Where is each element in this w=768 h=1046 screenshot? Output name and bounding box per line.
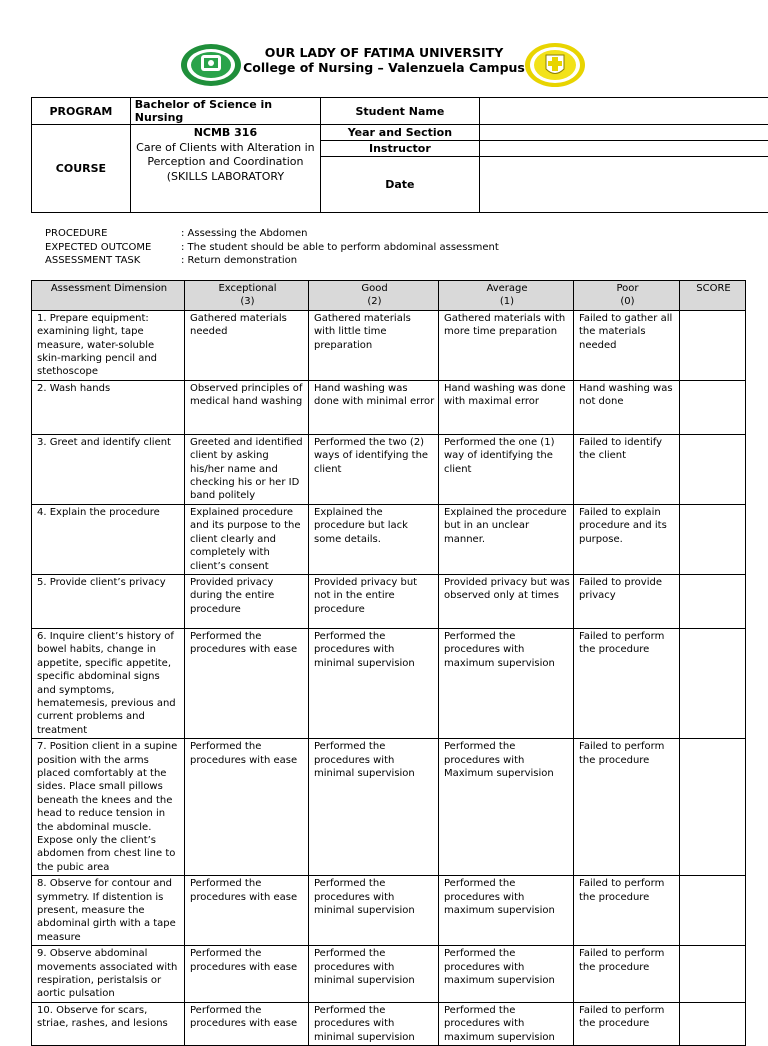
exceptional-cell: Provided privacy during the entire procedure: [185, 574, 309, 628]
rubric-row: [32, 434, 746, 504]
program-label: PROGRAM: [32, 98, 131, 125]
course-details: [130, 125, 320, 213]
good-cell: Performed the procedures with minimal supervision: [309, 1002, 439, 1045]
score-cell[interactable]: [680, 946, 746, 1003]
course-title: Care of Clients with Alteration in Perception and Coordination: [136, 140, 315, 168]
average-cell: Hand washing was done with maximal error: [439, 380, 574, 434]
rubric-row: [32, 628, 746, 738]
outcome-value: : The student should be able to perform abdominal assessment: [181, 241, 499, 253]
good-cell: Provided privacy but not in the entire procedure: [309, 574, 439, 628]
score-cell[interactable]: [680, 739, 746, 876]
dimension-cell: 5. Provide client’s privacy: [32, 574, 185, 628]
poor-cell: Failed to perform the procedure: [574, 946, 680, 1003]
outcome-label: EXPECTED OUTCOME: [45, 241, 152, 253]
dimension-cell: 10. Observe for scars, striae, rashes, and lesions: [32, 1002, 185, 1045]
header-poor: Poor (0): [574, 281, 680, 311]
score-cell[interactable]: [680, 628, 746, 738]
procedure-value: : Assessing the Abdomen: [181, 228, 308, 239]
good-cell: Performed the procedures with minimal supervision: [309, 739, 439, 876]
exceptional-cell: Performed the procedures with ease: [185, 946, 309, 1003]
rubric-row: [32, 739, 746, 876]
rubric-table: [31, 280, 746, 1046]
nursing-seal-icon: [524, 42, 586, 88]
student-name-field[interactable]: [479, 98, 768, 125]
exceptional-cell: Performed the procedures with ease: [185, 739, 309, 876]
course-code: NCMB 316: [193, 126, 258, 139]
poor-cell: Failed to provide privacy: [574, 574, 680, 628]
dimension-cell: 9. Observe abdominal movements associated with respiration, peristalsis or aortic pulsation: [32, 946, 185, 1003]
poor-cell: Failed to perform the procedure: [574, 1002, 680, 1045]
course-label: COURSE: [32, 125, 131, 213]
date-label: Date: [321, 157, 480, 213]
date-field[interactable]: [479, 157, 768, 213]
task-value: : Return demonstration: [181, 255, 298, 266]
good-cell: Explained the procedure but lack some details.: [309, 504, 439, 574]
good-cell: Hand washing was done with minimal error: [309, 380, 439, 434]
score-cell[interactable]: [680, 504, 746, 574]
document-header: [0, 40, 768, 100]
instructor-field[interactable]: [479, 141, 768, 157]
good-cell: Performed the two (2) ways of identifying the client: [309, 434, 439, 504]
header-exceptional: Exceptional (3): [185, 281, 309, 311]
rubric-header-row: [32, 281, 746, 311]
header-score: SCORE: [680, 281, 746, 311]
average-cell: Performed the procedures with maximum supervision: [439, 1002, 574, 1045]
rubric-row: [32, 504, 746, 574]
exceptional-cell: Gathered materials needed: [185, 310, 309, 380]
average-cell: Performed the procedures with maximum supervision: [439, 946, 574, 1003]
good-cell: Performed the procedures with minimal supervision: [309, 628, 439, 738]
poor-cell: Failed to perform the procedure: [574, 628, 680, 738]
good-cell: Performed the procedures with minimal supervision: [309, 876, 439, 946]
year-section-field[interactable]: [479, 125, 768, 141]
instructor-label: Instructor: [321, 141, 480, 157]
rubric-row: [32, 380, 746, 434]
program-value: Bachelor of Science in Nursing: [130, 98, 320, 125]
poor-cell: Failed to perform the procedure: [574, 739, 680, 876]
score-cell[interactable]: [680, 876, 746, 946]
university-name: OUR LADY OF FATIMA UNIVERSITY: [264, 45, 504, 60]
rubric-row: [32, 574, 746, 628]
poor-cell: Failed to explain procedure and its purpose.: [574, 504, 680, 574]
dimension-cell: 4. Explain the procedure: [32, 504, 185, 574]
year-section-label: Year and Section: [321, 125, 480, 141]
exceptional-cell: Observed principles of medical hand washing: [185, 380, 309, 434]
average-cell: Performed the procedures with maximum supervision: [439, 876, 574, 946]
exceptional-cell: Performed the procedures with ease: [185, 1002, 309, 1045]
header-good: Good (2): [309, 281, 439, 311]
rubric-row: [32, 310, 746, 380]
poor-cell: Failed to perform the procedure: [574, 876, 680, 946]
good-cell: Performed the procedures with minimal supervision: [309, 946, 439, 1003]
rubric-row: [32, 946, 746, 1003]
dimension-cell: 2. Wash hands: [32, 380, 185, 434]
exceptional-cell: Performed the procedures with ease: [185, 876, 309, 946]
dimension-cell: 7. Position client in a supine position with the arms placed comfortably at the sides. Place small pillows beneath the knees and the head to reduce tension in the abdominal muscle. Expose only the client’s abdomen from chest line to the pubic area: [32, 739, 185, 876]
average-cell: Performed the procedures with Maximum supervision: [439, 739, 574, 876]
header-dimension: Assessment Dimension: [32, 281, 185, 311]
good-cell: Gathered materials with little time preparation: [309, 310, 439, 380]
dimension-cell: 1. Prepare equipment: examining light, tape measure, water-soluble skin-marking pencil and stethoscope: [32, 310, 185, 380]
college-name: College of Nursing – Valenzuela Campus: [243, 60, 525, 75]
task-label: ASSESSMENT TASK: [45, 255, 141, 266]
poor-cell: Failed to identify the client: [574, 434, 680, 504]
average-cell: Provided privacy but was observed only at times: [439, 574, 574, 628]
poor-cell: Hand washing was not done: [574, 380, 680, 434]
exceptional-cell: Explained procedure and its purpose to the client clearly and completely with client’s consent: [185, 504, 309, 574]
dimension-cell: 8. Observe for contour and symmetry. If distention is present, measure the abdominal girth with a tape measure: [32, 876, 185, 946]
score-cell[interactable]: [680, 574, 746, 628]
poor-cell: Failed to gather all the materials needed: [574, 310, 680, 380]
dimension-cell: 3. Greet and identify client: [32, 434, 185, 504]
dimension-cell: 6. Inquire client’s history of bowel habits, change in appetite, specific appetite, specific abdominal signs and symptoms, hematemesis, previous and current problems and treatment: [32, 628, 185, 738]
average-cell: Performed the one (1) way of identifying the client: [439, 434, 574, 504]
procedure-label: PROCEDURE: [45, 228, 108, 239]
rubric-row: [32, 876, 746, 946]
average-cell: Performed the procedures with maximum supervision: [439, 628, 574, 738]
course-info-table: [31, 97, 768, 213]
course-type: (SKILLS LABORATORY: [166, 169, 285, 183]
average-cell: Gathered materials with more time preparation: [439, 310, 574, 380]
score-cell[interactable]: [680, 434, 746, 504]
score-cell[interactable]: [680, 310, 746, 380]
student-name-label: Student Name: [321, 98, 480, 125]
score-cell[interactable]: [680, 380, 746, 434]
procedure-meta: [45, 227, 499, 268]
exceptional-cell: Greeted and identified client by asking his/her name and checking his or her ID band politely: [185, 434, 309, 504]
average-cell: Explained the procedure but in an unclear manner.: [439, 504, 574, 574]
header-average: Average (1): [439, 281, 574, 311]
exceptional-cell: Performed the procedures with ease: [185, 628, 309, 738]
